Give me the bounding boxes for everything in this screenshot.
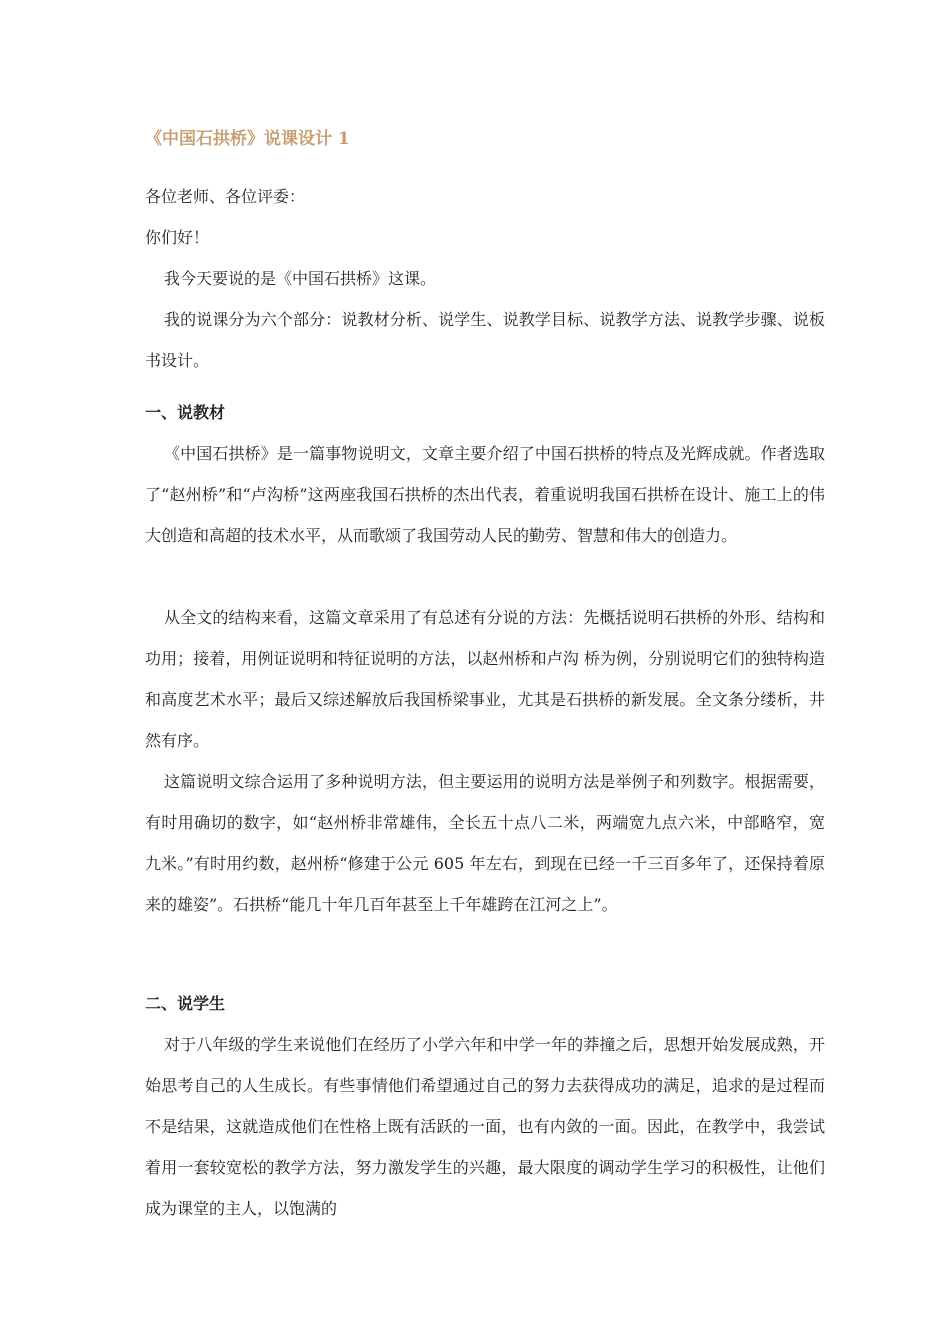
section-1-paragraph-3: 这篇说明文综合运用了多种说明方法，但主要运用的说明方法是举例子和列数字。根据需要，有时用确切的数字，如“赵州桥非常雄伟，全长五十点八二米，两端宽九点六米，中部略窄，宽九米。”有时用约数，赵州桥“修建于公元 605 年左右，到现在已经一千三百多年了，还保持着原来的雄姿”。石拱桥“能几十年几百年甚至上千年雄跨在江河之上”。 — [145, 772, 825, 914]
section-1-heading: 一、说教材 — [145, 403, 226, 422]
intro-paragraph-2: 我的说课分为六个部分：说教材分析、说学生、说教学目标、说教学方法、说教学步骤、说板书设计。 — [145, 310, 825, 370]
section-1-paragraph-1: 《中国石拱桥》是一篇事物说明文，文章主要介绍了中国石拱桥的特点及光辉成就。作者选取了“赵州桥”和“卢沟桥”这两座我国石拱桥的杰出代表，着重说明我国石拱桥在设计、施工上的伟大创造和高超的技术水平，从而歌颂了我国劳动人民的勤劳、智慧和伟大的创造力。 — [145, 444, 825, 545]
document-title: 《中国石拱桥》说课设计 1 — [145, 129, 350, 149]
intro-paragraph-1: 我今天要说的是《中国石拱桥》这课。 — [164, 269, 437, 288]
section-2-paragraph-1: 对于八年级的学生来说他们在经历了小学六年和中学一年的莽撞之后，思想开始发展成熟，开始思考自己的人生成长。有些事情他们希望通过自己的努力去获得成功的满足，追求的是过程而不是结果，这就造成他们在性格上既有活跃的一面，也有内敛的一面。因此，在教学中，我尝试着用一套较宽松的教学方法，努力激发学生的兴趣，最大限度的调动学生学习的积极性，让他们成为课堂的主人，以饱满的 — [145, 1035, 825, 1218]
section-1-paragraph-2: 从全文的结构来看，这篇文章采用了有总述有分说的方法：先概括说明石拱桥的外形、结构和功用；接着，用例证说明和特征说明的方法，以赵州桥和卢沟 桥为例，分别说明它们的独特构造和高度艺术水平；最后又综述解放后我国桥梁事业，尤其是石拱桥的新发展。全文条分缕析，井然有序。 — [145, 608, 825, 750]
greeting-line-1: 各位老师、各位评委： — [145, 187, 306, 206]
section-2-heading: 二、说学生 — [145, 994, 226, 1013]
greeting-line-2: 你们好！ — [145, 228, 210, 247]
